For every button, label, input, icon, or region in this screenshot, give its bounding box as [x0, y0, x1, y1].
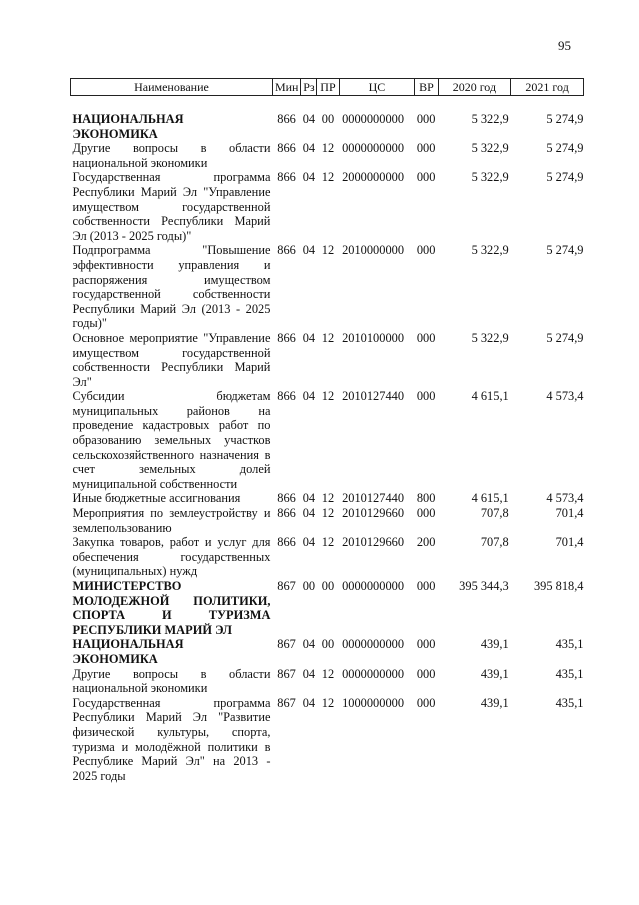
row-2021: 5 274,9	[546, 330, 584, 345]
row-rz: 04	[302, 666, 316, 681]
header-min: Мин	[272, 79, 300, 96]
row-rz: 04	[302, 491, 316, 506]
row-2021: 5 274,9	[546, 243, 584, 258]
row-vr: 000	[416, 112, 436, 126]
row-min: 866	[277, 506, 296, 521]
row-name: Другие вопросы в области национальной экономики	[72, 666, 271, 696]
row-vr: 000	[416, 170, 436, 185]
row-pr: 12	[321, 506, 335, 521]
row-rz: 04	[302, 141, 316, 156]
row-pr: 12	[321, 666, 335, 681]
row-min: 866	[277, 535, 296, 550]
row-rz: 04	[302, 389, 316, 404]
row-rz: 04	[302, 330, 316, 345]
table-row	[71, 112, 584, 141]
row-2020: 439,1	[480, 637, 509, 652]
table-row	[71, 696, 584, 784]
row-name: Мероприятия по землеустройству и землепользованию	[72, 506, 271, 535]
row-cs: 0000000000	[342, 637, 405, 652]
row-name: НАЦИОНАЛЬНАЯ ЭКОНОМИКА	[72, 637, 184, 666]
row-vr: 000	[416, 330, 436, 345]
row-name: НАЦИОНАЛЬНАЯ ЭКОНОМИКА	[72, 112, 184, 141]
row-2020: 395 344,3	[459, 579, 509, 593]
page-number: 95	[558, 38, 571, 53]
row-pr: 00	[321, 637, 335, 652]
header-2020: 2020 год	[438, 79, 511, 96]
header-2021: 2021 год	[511, 79, 584, 96]
row-name: МИНИСТЕРСТВО МОЛОДЕЖНОЙ ПОЛИТИКИ, СПОРТА И ТУРИЗМА РЕСПУБЛИКИ МАРИЙ ЭЛ	[72, 579, 271, 637]
row-pr: 00	[321, 579, 335, 593]
table-row	[71, 243, 584, 331]
row-pr: 12	[321, 535, 335, 550]
row-cs: 0000000000	[342, 141, 405, 156]
row-name: Подпрограмма "Повышение эффективности управления и распоряжения имуществом государственной собственности Республики Марий Эл (2013 - 2025 годы)"	[72, 243, 271, 331]
row-vr: 000	[416, 579, 436, 593]
row-vr: 000	[416, 141, 436, 156]
row-pr: 00	[321, 112, 335, 126]
row-min: 866	[277, 491, 296, 506]
row-cs: 2010100000	[342, 330, 405, 345]
row-name: Иные бюджетные ассигнования	[72, 491, 241, 506]
row-name: Государственная программа Республики Марий Эл "Управление имуществом государственной собственности Республики Марий Эл (2013 - 2025 годы)"	[72, 170, 271, 243]
row-2021: 435,1	[555, 666, 584, 681]
row-pr: 12	[321, 491, 335, 506]
row-min: 866	[277, 243, 296, 258]
row-2021: 701,4	[555, 506, 584, 521]
row-rz: 04	[302, 112, 316, 126]
row-cs: 0000000000	[342, 112, 405, 126]
row-rz: 04	[302, 695, 316, 710]
table-row	[71, 667, 584, 696]
table-row	[71, 389, 584, 491]
row-2021: 4 573,4	[546, 389, 584, 404]
row-2020: 5 322,9	[471, 243, 509, 258]
row-cs: 2010129660	[342, 506, 405, 521]
row-2020: 439,1	[480, 695, 509, 710]
row-2020: 5 322,9	[471, 141, 509, 156]
row-name: Закупка товаров, работ и услуг для обеспечения государственных (муниципальных) нужд	[72, 535, 271, 579]
row-cs: 2010129660	[342, 535, 405, 550]
row-min: 866	[277, 112, 296, 126]
row-min: 866	[277, 389, 296, 404]
table-row	[71, 491, 584, 506]
row-rz: 04	[302, 535, 316, 550]
table-spacer	[71, 96, 584, 113]
row-min: 867	[277, 666, 296, 681]
row-min: 867	[277, 579, 296, 593]
row-2021: 5 274,9	[546, 141, 584, 156]
row-2021: 395 818,4	[533, 579, 584, 593]
row-cs: 2010000000	[342, 243, 405, 258]
row-2021: 701,4	[555, 535, 584, 550]
row-name: Субсидии бюджетам муниципальных районов на проведение кадастровых работ по образованию земельных участков сельскохозяйственного назначения в счет земельных долей муниципальной собственности	[72, 389, 271, 491]
row-cs: 2010127440	[342, 389, 405, 404]
row-rz: 04	[302, 170, 316, 185]
row-min: 866	[277, 330, 296, 345]
row-pr: 12	[321, 243, 335, 258]
row-rz: 04	[302, 506, 316, 521]
header-vr: ВР	[415, 79, 438, 96]
row-2020: 439,1	[480, 666, 509, 681]
table-body	[71, 96, 584, 784]
row-2020: 5 322,9	[471, 112, 509, 126]
table-row	[71, 170, 584, 243]
row-min: 867	[277, 637, 296, 652]
row-2021: 435,1	[555, 695, 584, 710]
row-min: 866	[277, 141, 296, 156]
row-vr: 800	[416, 491, 436, 506]
row-pr: 12	[321, 141, 335, 156]
row-cs: 1000000000	[342, 695, 405, 710]
table-row	[71, 331, 584, 389]
row-name: Другие вопросы в области национальной экономики	[72, 141, 271, 170]
header-cs: ЦС	[339, 79, 415, 96]
row-2020: 707,8	[480, 506, 509, 521]
table-row	[71, 141, 584, 170]
row-2021: 4 573,4	[546, 491, 584, 506]
row-2021: 5 274,9	[546, 112, 584, 126]
row-2020: 4 615,1	[471, 491, 509, 506]
row-vr: 000	[416, 637, 436, 652]
row-rz: 04	[302, 243, 316, 258]
row-cs: 2000000000	[342, 170, 405, 185]
row-rz: 04	[302, 637, 316, 652]
row-vr: 200	[416, 535, 436, 550]
table-row	[71, 535, 584, 579]
table-row	[71, 637, 584, 666]
row-2021: 435,1	[555, 637, 584, 652]
row-2021: 5 274,9	[546, 170, 584, 185]
row-2020: 707,8	[480, 535, 509, 550]
header-pr: ПР	[317, 79, 339, 96]
row-vr: 000	[416, 243, 436, 258]
row-cs: 0000000000	[342, 666, 405, 681]
row-rz: 00	[302, 579, 316, 593]
row-vr: 000	[416, 389, 436, 404]
row-pr: 12	[321, 330, 335, 345]
row-pr: 12	[321, 695, 335, 710]
row-vr: 000	[416, 506, 436, 521]
header-name: Наименование	[71, 79, 273, 96]
row-2020: 4 615,1	[471, 389, 509, 404]
table-row	[71, 579, 584, 637]
row-cs: 2010127440	[342, 491, 405, 506]
row-pr: 12	[321, 389, 335, 404]
row-min: 866	[277, 170, 296, 185]
row-cs: 0000000000	[342, 579, 405, 593]
header-rz: Рз	[301, 79, 317, 96]
row-vr: 000	[416, 666, 436, 681]
row-min: 867	[277, 695, 296, 710]
row-name: Государственная программа Республики Марий Эл "Развитие физической культуры, спорта, туризма и молодёжной политики в Республике Марий Эл" на 2013 - 2025 годы	[72, 695, 271, 783]
row-2020: 5 322,9	[471, 170, 509, 185]
table-row	[71, 506, 584, 535]
row-vr: 000	[416, 695, 436, 710]
row-pr: 12	[321, 170, 335, 185]
row-name: Основное мероприятие "Управление имуществом государственной собственности Республики Марий Эл"	[72, 330, 271, 389]
row-2020: 5 322,9	[471, 330, 509, 345]
table-header-row	[71, 79, 584, 96]
budget-table	[70, 78, 584, 783]
